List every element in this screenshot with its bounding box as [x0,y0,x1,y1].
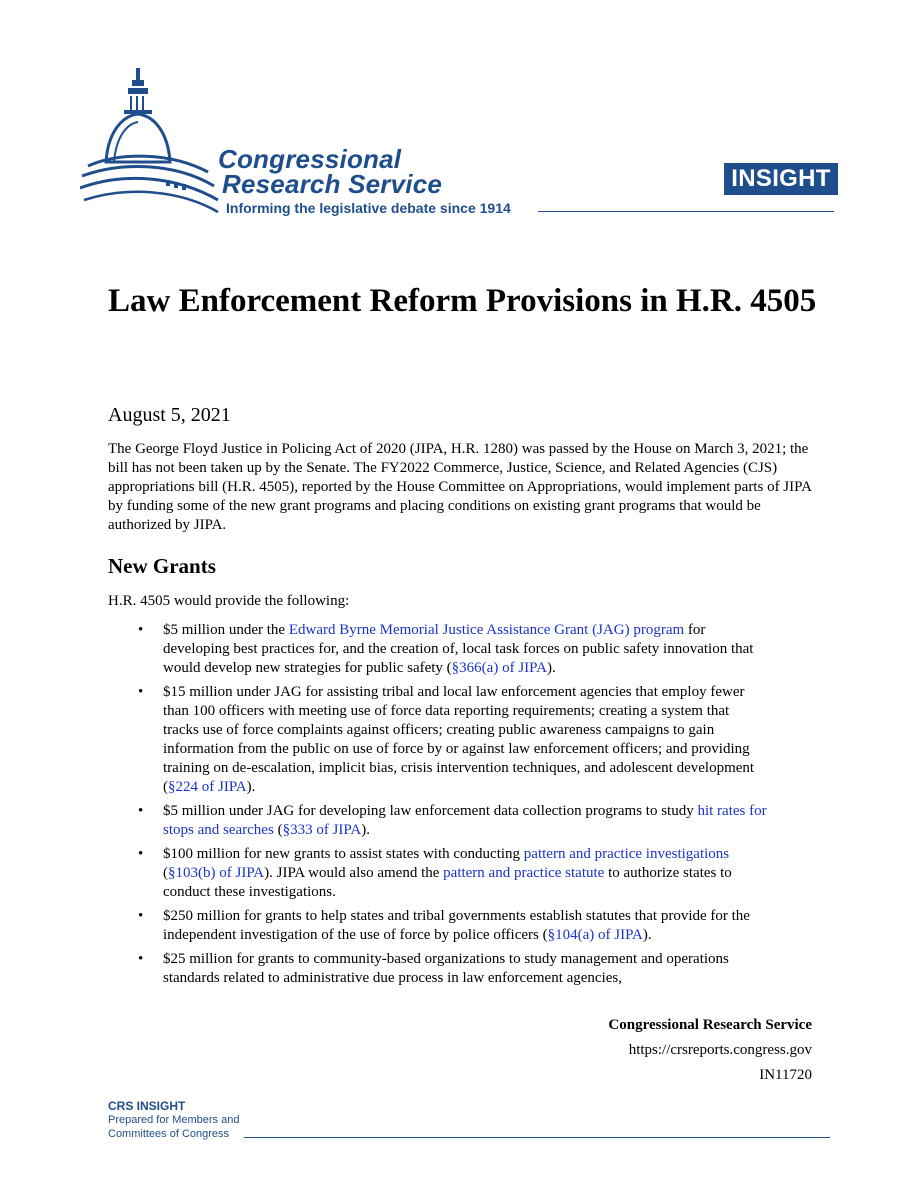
report-id: IN11720 [759,1067,812,1083]
list-item: • $5 million under the Edward Byrne Memorial Justice Assistance Grant (JAG) program for developing best practices for, and the creation of, local task forces on public safety innovation that would develop new strategies for public safety (§366(a) of JIPA). [138,622,754,676]
bullet-icon: • [138,846,144,862]
header-rule [538,211,834,212]
link-jipa-103b[interactable]: §103(b) of JIPA [168,865,265,881]
footer-url: https://crsreports.congress.gov [628,1042,812,1058]
bullet-icon: • [138,622,144,638]
list-item: • $100 million for new grants to assist states with conducting pattern and practice investigations (§103(b) of JIPA). JIPA would also amend the pattern and practice statute to authorize states to conduct these investigations. [138,846,732,900]
page-title: Law Enforcement Reform Provisions in H.R. 4505 [108,283,817,319]
grants-list [108,621,768,993]
bullet-icon: • [138,908,144,924]
section-lead: H.R. 4505 would provide the following: [108,593,350,609]
list-item: • $25 million for grants to community-based organizations to study management and operations standards related to administrative due process in law enforcement agencies, [138,951,729,986]
prepared-line1: Prepared for Members and [108,1114,240,1126]
crs-logo [80,66,520,226]
link-jipa-333[interactable]: §333 of JIPA [282,822,362,838]
footer-org: Congressional Research Service [608,1017,812,1033]
list-item: • $250 million for grants to help states and tribal governments establish statutes that provide for the independent investigation of the use of force by police officers (§104(a) of JIPA). [138,908,750,943]
bullet-icon: • [138,684,144,700]
prepared-line2: Committees of Congress [108,1128,230,1140]
crs-insight-footer [108,1099,239,1141]
link-pattern-practice-investigations[interactable]: pattern and practice investigations [523,846,730,862]
brand-name-line2: Research Service [222,169,443,199]
section-heading: New Grants [108,554,216,578]
link-jipa-366a[interactable]: §366(a) of JIPA [451,660,547,676]
publication-date: August 5, 2021 [108,404,231,426]
intro-paragraph: The George Floyd Justice in Policing Act of 2020 (JIPA, H.R. 1280) was passed by the House on March 3, 2021; the bill has not been taken up by the Senate. The FY2022 Commerce, Justice, Science, and Related Agencies (CJS) appropriations bill (H.R. 4505), reported by the House Committee on Appropriations, would implement parts of JIPA by funding some of the new grant programs and placing conditions on existing grant programs that would be authorized by JIPA. [108,441,812,533]
link-jipa-224[interactable]: §224 of JIPA [168,779,247,795]
insight-badge: INSIGHT [724,163,838,195]
link-jag-program[interactable]: Edward Byrne Memorial Justice Assistance Grant (JAG) program [288,622,685,638]
brand-tagline: Informing the legislative debate since 1914 [226,200,511,216]
brand-name-line1: Congressional [218,144,402,174]
footer-rule [244,1137,830,1138]
footer-info [608,1013,812,1088]
list-item: • $5 million under JAG for developing law enforcement data collection programs to study hit rates for stops and searches (§333 of JIPA). [138,803,767,838]
capitol-dome-icon [80,66,220,216]
link-jipa-104a[interactable]: §104(a) of JIPA [547,927,643,943]
bullet-icon: • [138,951,144,967]
crs-insight-tag: CRS INSIGHT [108,1099,186,1113]
list-item: • $15 million under JAG for assisting tribal and local law enforcement agencies that employ fewer than 100 officers with meeting use of force data reporting requirements; creating a system that tracks use of force complaints against officers; creating public awareness campaigns to gain information from the public on use of force by or against law enforcement officers; and providing training on de-escalation, implicit bias, crisis intervention techniques, and adolescent development (§224 of JIPA). [138,684,755,795]
link-pattern-practice-statute[interactable]: pattern and practice statute [443,865,605,881]
bullet-icon: • [138,803,144,819]
link-hit-rates[interactable]: hit rates for stops and searches [163,803,767,838]
